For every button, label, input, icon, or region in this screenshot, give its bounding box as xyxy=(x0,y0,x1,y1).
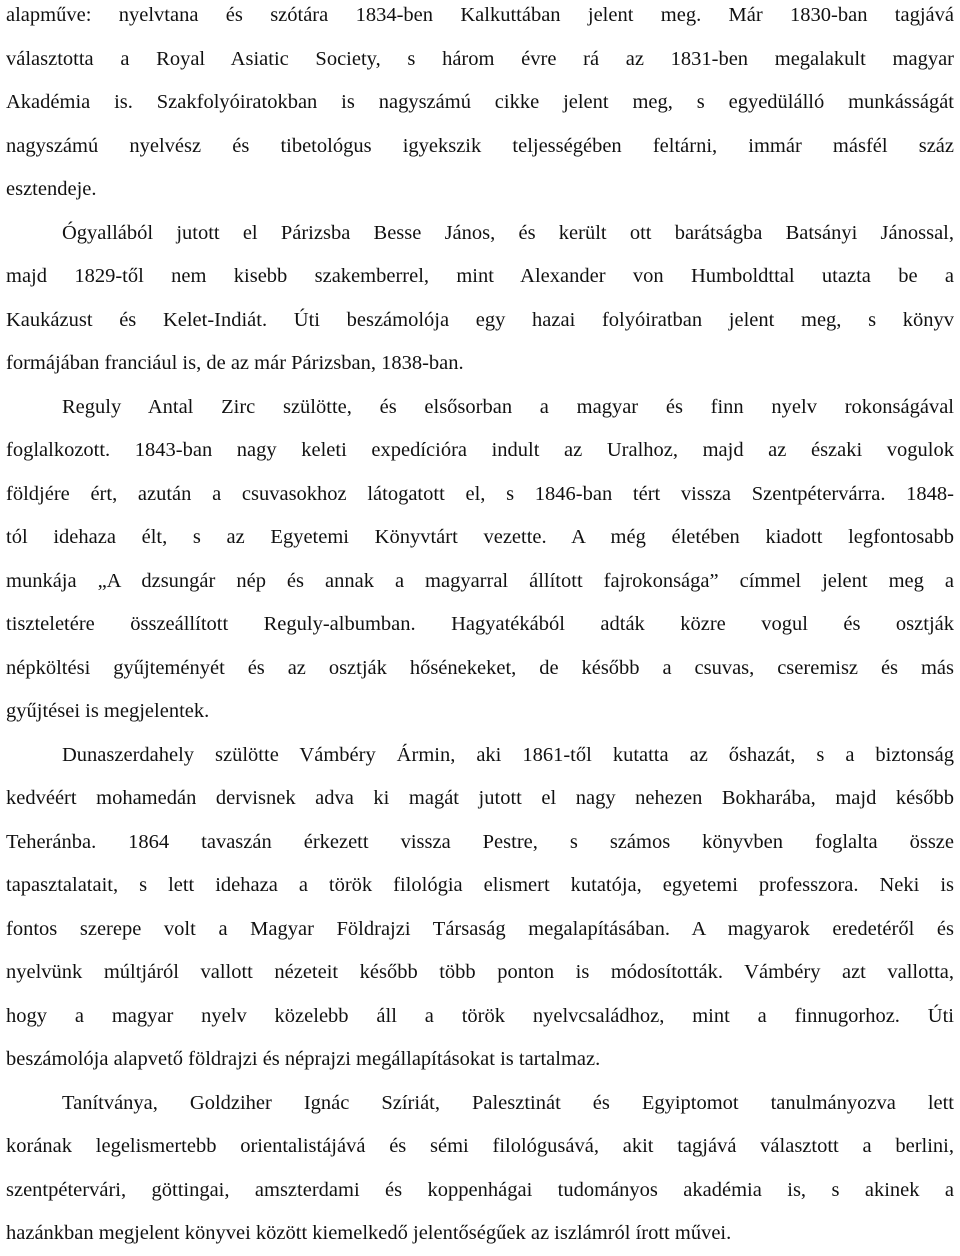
text-line: választotta a Royal Asiatic Society, s három évre rá az 1831-ben megalakult magyar xyxy=(6,47,954,70)
text-line: majd 1829-től nem kisebb szakemberrel, mint Alexander von Humboldttal utazta be a xyxy=(6,265,954,287)
text-line: formájában franciául is, de az már Párizsban, 1838-ban. xyxy=(6,352,464,374)
text-line: fontos szerepe volt a Magyar Földrajzi Társaság megalapításában. A magyarok eredetéről és xyxy=(6,917,954,940)
text-line: foglalkozott. 1843-ban nagy keleti expedícióra indult az Uralhoz, majd az északi vogulok xyxy=(6,439,954,461)
text-line: tiszteletére összeállított Reguly-albumban. Hagyatékából adták közre vogul és osztják xyxy=(6,613,954,635)
text-line: földjére ért, azután a csuvasokhoz látogatott el, s 1846-ban tért vissza Szentpétervárra. 1848- xyxy=(6,482,954,505)
text-line: népköltési gyűjteményét és az osztják hősénekeket, de később a csuvas, cseremisz és más xyxy=(6,656,954,679)
text-line: gyűjtései is megjelentek. xyxy=(6,700,210,722)
text-line: szentpétervári, göttingai, amszterdami és koppenhágai tudományos akadémia is, s akinek a xyxy=(6,1178,954,1201)
text-line: Tanítványa, Goldziher Ignác Szíriát, Palesztinát és Egyiptomot tanulmányozva lett xyxy=(62,1091,954,1114)
text-line: hazánkban megjelent könyvei között kiemelkedő jelentőségűek az iszlámról írott művei. xyxy=(6,1222,732,1244)
text-line: esztendeje. xyxy=(6,178,97,200)
text-line: Reguly Antal Zirc szülötte, és elsősorban a magyar és finn nyelv rokonságával xyxy=(62,395,954,418)
text-line: alapműve: nyelvtana és szótára 1834-ben Kalkuttában jelent meg. Már 1830-ban tagjává xyxy=(6,4,954,26)
text-line: beszámolója alapvető földrajzi és néprajzi megállapításokat is tartalmaz. xyxy=(6,1048,601,1070)
text-line: tól idehaza élt, s az Egyetemi Könyvtárt vezette. A még életében kiadott legfontosabb xyxy=(6,526,954,548)
text-line: Dunaszerdahely szülötte Vámbéry Ármin, aki 1861-től kutatta az őshazát, s a biztonság xyxy=(62,743,954,766)
document-body xyxy=(6,0,954,1256)
text-line: Akadémia is. Szakfolyóiratokban is nagyszámú cikke jelent meg, s egyedülálló munkásságát xyxy=(6,91,954,113)
text-line: Kaukázust és Kelet-Indiát. Úti beszámolója egy hazai folyóiratban jelent meg, s könyv xyxy=(6,308,954,331)
text-line: Teheránba. 1864 tavaszán érkezett vissza Pestre, s számos könyvben foglalta össze xyxy=(6,830,954,853)
text-line: hogy a magyar nyelv közelebb áll a török nyelvcsaládhoz, mint a finnugorhoz. Úti xyxy=(6,1004,954,1027)
text-line: tapasztalatait, s lett idehaza a török filológia elismert kutatója, egyetemi professzora. Neki is xyxy=(6,874,954,896)
text-line: kedvéért mohamedán dervisnek adva ki magát jutott el nagy nehezen Bokharába, majd később xyxy=(6,787,954,809)
text-line: Ógyallából jutott el Párizsba Besse János, és került ott barátságba Batsányi Jánossal, xyxy=(62,221,954,244)
text-line: nagyszámú nyelvész és tibetológus igyekszik teljességében feltárni, immár másfél száz xyxy=(6,134,954,157)
text-line: korának legelismertebb orientalistájává és sémi filológusává, akit tagjává választott a berlini, xyxy=(6,1135,954,1157)
text-line: nyelvünk múltjáról vallott nézeteit később több ponton is módosították. Vámbéry azt vallotta, xyxy=(6,961,954,983)
text-line: munkája „A dzsungár nép és annak a magyarral állított fajrokonsága” címmel jelent meg a xyxy=(6,569,954,592)
